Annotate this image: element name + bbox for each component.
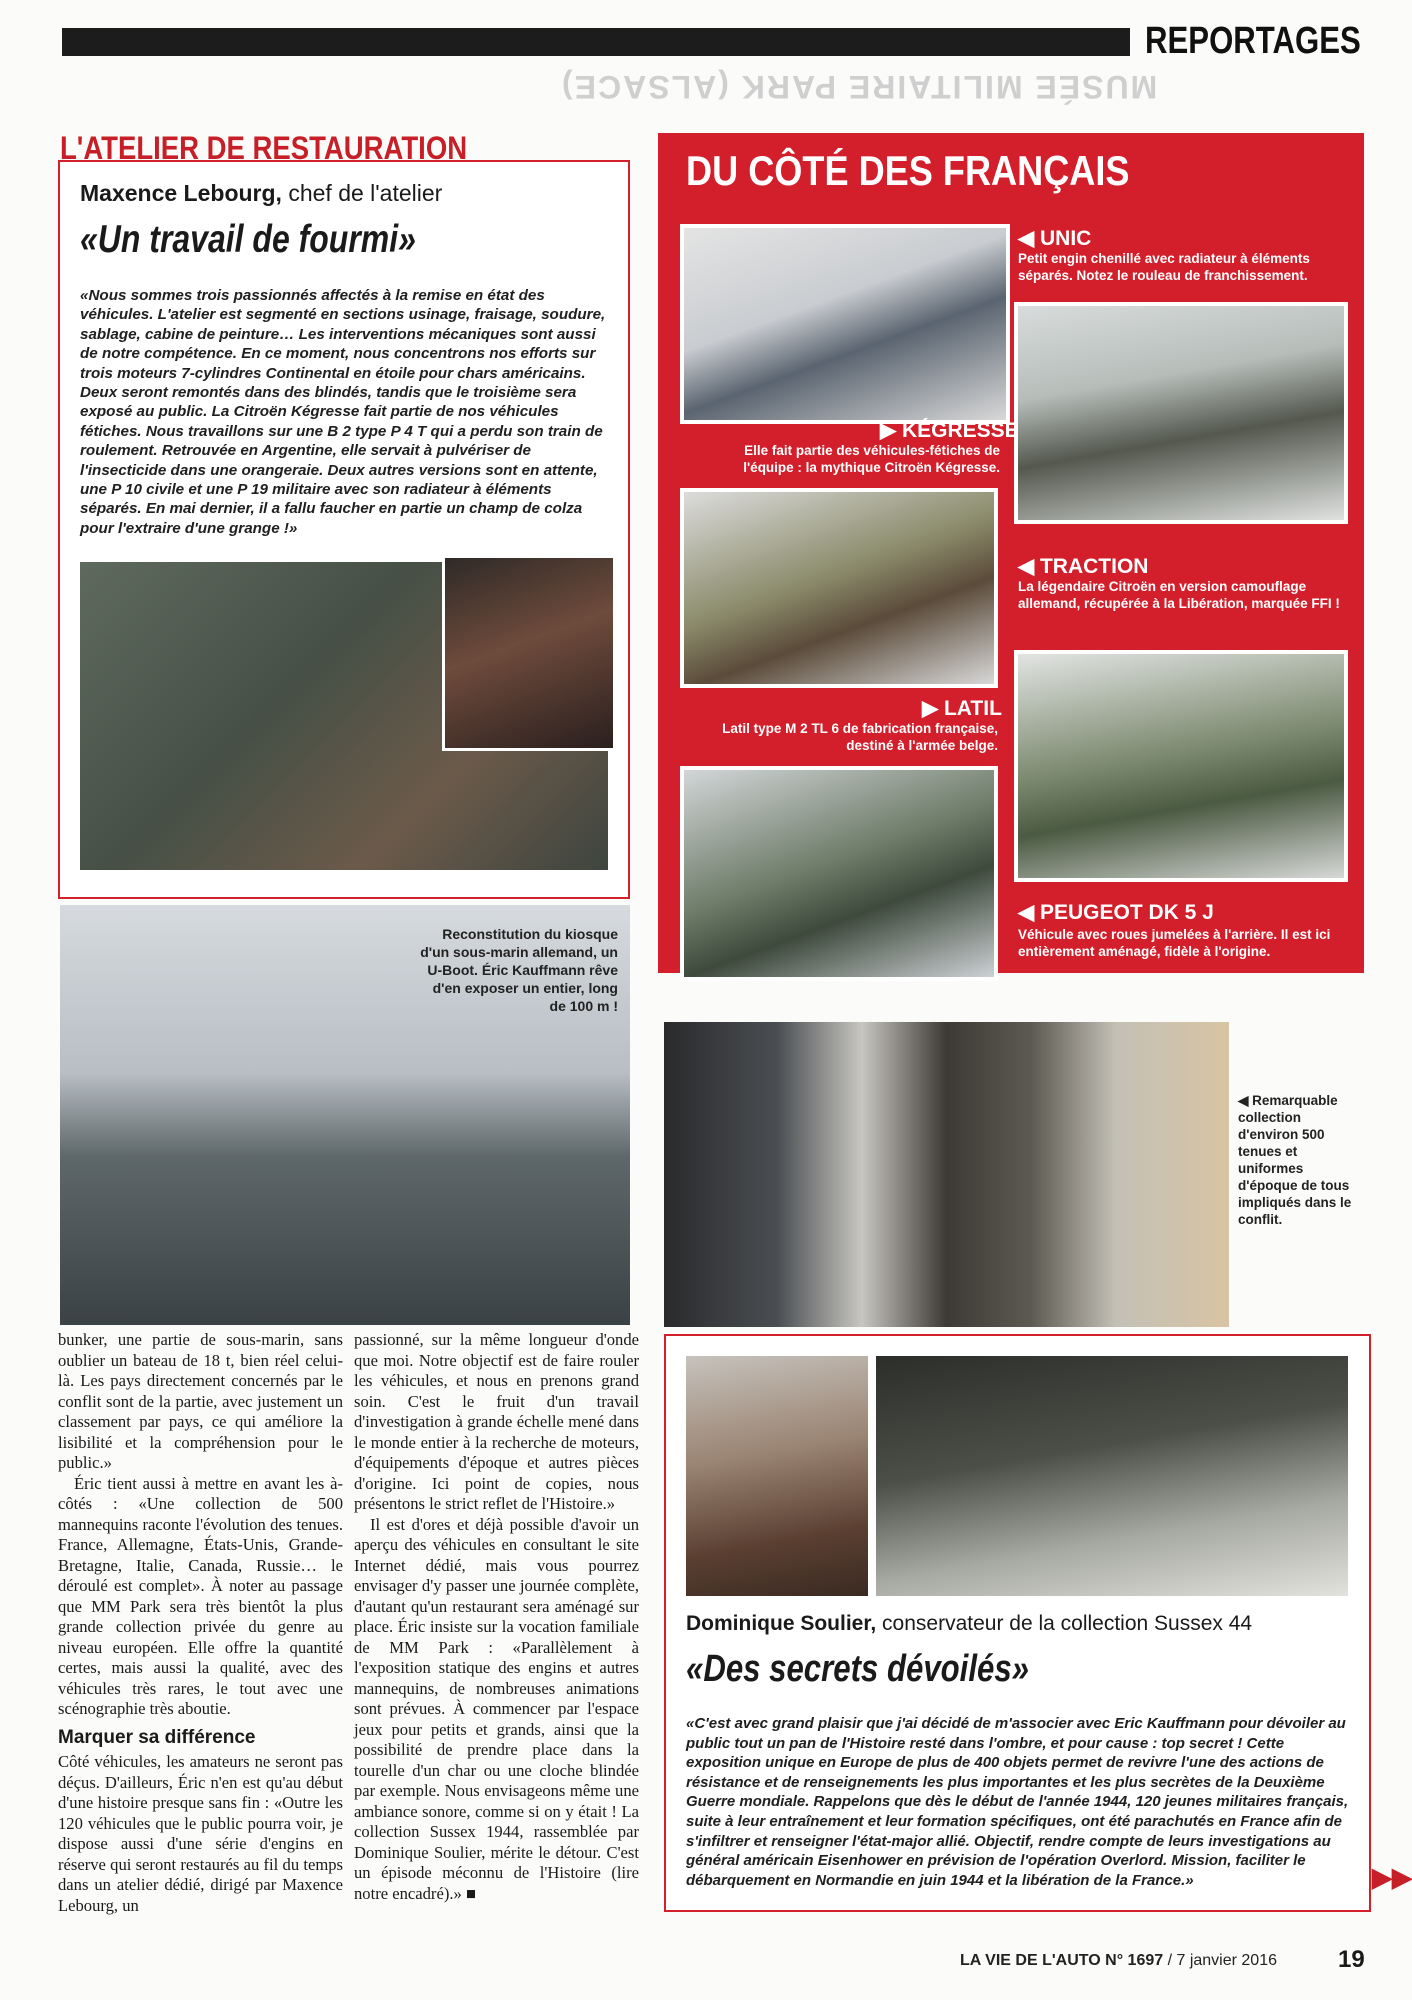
author-role: chef de l'atelier xyxy=(281,180,443,206)
issue-date: / 7 janvier 2016 xyxy=(1163,1952,1277,1969)
article-column-1 xyxy=(58,1330,343,1916)
kegresse-photo xyxy=(1014,302,1348,524)
french-vehicles-title: DU CÔTÉ DES FRANÇAIS xyxy=(686,147,1130,194)
unic-desc: Petit engin chenillé avec radiateur à éléments séparés. Notez le rouleau de franchissement. xyxy=(1018,251,1310,283)
restoration-quote-title: «Un travail de fourmi» xyxy=(80,218,416,261)
show-through-title: MUSÉE MILITAIRE PARK (ALSACE) xyxy=(560,69,1158,105)
issue-number: N° 1697 xyxy=(1100,1952,1164,1969)
latil-desc: Latil type M 2 TL 6 de fabrication française, destiné à l'armée belge. xyxy=(722,721,998,753)
restoration-label: L'ATELIER DE RESTAURATION xyxy=(60,130,468,166)
traction-label: ◀ TRACTION xyxy=(1018,555,1149,578)
article-paragraph: Côté véhicules, les amateurs ne seront pas déçus. D'ailleurs, Éric n'en est qu'au début d'une histoire presque sans fin : «Outre les 120 véhicules que le public pourra voir, je dispose aussi d'une série d'engins en réserve qui seront restaurés au fil du temps dans un atelier dédié, dirigé par Maxence Lebourg, un xyxy=(58,1752,343,1915)
article-paragraph: bunker, une partie de sous-marin, sans oublier un bateau de 18 t, bien réel celui-là. Les pays directement concernés par le conflit sont de la partie, avec justement un classement par pays, ce qui améliore la lisibilité et la compréhension pour le public.» xyxy=(58,1330,343,1472)
article-paragraph: passionné, sur la même longueur d'onde que moi. Notre objectif est de faire rouler les véhicules, et nous en prenons grand soin. C'est le fruit d'un travail d'investigation à grande échelle mené dans le monde entier à la recherche de moteurs, d'équipements d'époque et autres pièces d'origine. Ici point de copies, nous présentons le strict reflet de l'Histoire.» xyxy=(354,1330,639,1513)
section-label: REPORTAGES xyxy=(1145,20,1361,62)
restoration-author xyxy=(80,180,442,207)
continue-arrow-icon: ▶▶ xyxy=(1372,1862,1412,1892)
unic-label: ◀ UNIC xyxy=(1018,227,1092,250)
unic-photo xyxy=(680,224,1010,424)
sussex-author xyxy=(686,1612,1252,1636)
article-paragraph: Il est d'ores et déjà possible d'avoir un aperçu des véhicules en consultant le site Internet dédié, mais vous pourrez envisager d'y passer une journée complète, d'autant qu'un restaurant sera aménagé sur place. Éric insiste sur la vocation familiale de MM Park : «Parallèlement à l'exposition statique des engins et autres mannequins, de nombreuses animations sont prévues. À commencer par l'espace jeux pour petits et grands, ainsi que la possibilité de prendre place dans la tourelle d'un char ou une cloche blindée par exemple. Nous envisageons même une ambiance sonore, comme si on y était ! La collection Sussex 1944, rassemblée par Dominique Soulier, mérite le détour. C'est un épisode méconnu de l'Histoire (lire notre encadré).» ■ xyxy=(354,1514,639,1903)
page-number: 19 xyxy=(1338,1946,1365,1973)
author-role: conservateur de la collection Sussex 44 xyxy=(876,1612,1253,1635)
article-subhead: Marquer sa différence xyxy=(58,1726,256,1748)
soulier-portrait-photo xyxy=(686,1356,868,1596)
kegresse-label: ▶ KÉGRESSE xyxy=(880,419,1019,442)
traction-desc: La légendaire Citroën en version camouflage allemand, récupérée à la Libération, marquée FFI ! xyxy=(1018,579,1340,611)
peugeot-desc: Véhicule avec roues jumelées à l'arrière. Il est ici entièrement aménagé, fidèle à l'origine. xyxy=(1018,927,1331,959)
submarine-caption: Reconstitution du kiosque d'un sous-marin allemand, un U-Boot. Éric Kauffmann rêve d'en exposer un entier, long de 100 m ! xyxy=(420,926,618,1014)
lebourg-portrait-photo xyxy=(442,555,616,751)
uniforms-caption: ◀ Remarquable collection d'environ 500 tenues et uniformes d'époque de tous impliqués dans le conflit. xyxy=(1238,1093,1352,1227)
header-rule xyxy=(62,28,1130,56)
peugeot-photo xyxy=(680,766,998,981)
author-name: Maxence Lebourg, xyxy=(80,180,282,206)
kegresse-desc: Elle fait partie des véhicules-fétiches de l'équipe : la mythique Citroën Kégresse. xyxy=(743,443,1000,475)
footer-publication xyxy=(960,1952,1277,1970)
sussex-body: «C'est avec grand plaisir que j'ai décidé de m'associer avec Eric Kauffmann pour dévoiler au public tout un pan de l'Histoire resté dans l'ombre, et pour cause : top secret ! Cette exposition unique en Europe de plus de 400 objets permet de revivre l'une des actions de résistance et de renseignements les plus importantes et les plus secrètes de la Deuxième Guerre mondiale. Rappelons que dès le début de l'année 1944, 120 jeunes militaires français, suite à leur entraînement et leur formation spécifiques, ont été parachutés en France afin de s'infiltrer et renseigner l'état-major allié. Objectif, rendre compte de leurs investigations au général américain Eisenhower en prévision de l'opération Overlord. Mission, faciliter le débarquement en Normandie en juin 1944 et la libération de la France.» xyxy=(686,1715,1349,1889)
aircraft-diorama-photo xyxy=(876,1356,1348,1596)
uniforms-photo xyxy=(664,1022,1229,1327)
article-paragraph: Éric tient aussi à mettre en avant les à-côtés : «Une collection de 500 mannequins raconte l'évolution des tenues. France, Allemagne, États-Unis, Grande-Bretagne, Italie, Canada, Russie… le déroulé est complet». À noter au passage que MM Park sera très bientôt la plus grande collection privée du genre au niveau européen. Elle offre la quantité certes, mais aussi la qualité, avec des véhicules très rares, le tout avec une scénographie très aboutie. xyxy=(58,1473,343,1718)
traction-photo xyxy=(680,488,998,688)
author-name: Dominique Soulier, xyxy=(686,1612,877,1635)
publication-name: LA VIE DE L'AUTO xyxy=(960,1952,1101,1969)
latil-photo xyxy=(1014,650,1348,882)
sussex-quote-title: «Des secrets dévoilés» xyxy=(686,1648,1029,1690)
latil-label: ▶ LATIL xyxy=(922,697,1002,720)
peugeot-label: ◀ PEUGEOT DK 5 J xyxy=(1018,901,1214,924)
restoration-body: «Nous sommes trois passionnés affectés à la remise en état des véhicules. L'atelier est segmenté en sections usinage, fraisage, soudure, sablage, cabine de peinture… Les interventions mécaniques sont aussi de notre compétence. En ce moment, nous concentrons nos efforts sur trois moteurs 7-cylindres Continental en étoile pour chars américains. Deux seront remontés dans des blindés, tandis que le troisième sera exposé au public. La Citroën Kégresse fait partie de nos véhicules fétiches. Nous travaillons sur une B 2 type P 4 T qui a perdu son train de roulement. Retrouvée en Argentine, elle servait à pulvériser de l'insecticide dans une orangeraie. Deux autres versions sont en attente, une P 10 civile et une P 19 militaire avec son radiateur à éléments séparés. En mai dernier, il a fallu faucher en partie un champ de colza pour l'extraire d'une grange !» xyxy=(80,287,606,537)
article-column-2 xyxy=(354,1330,639,1904)
